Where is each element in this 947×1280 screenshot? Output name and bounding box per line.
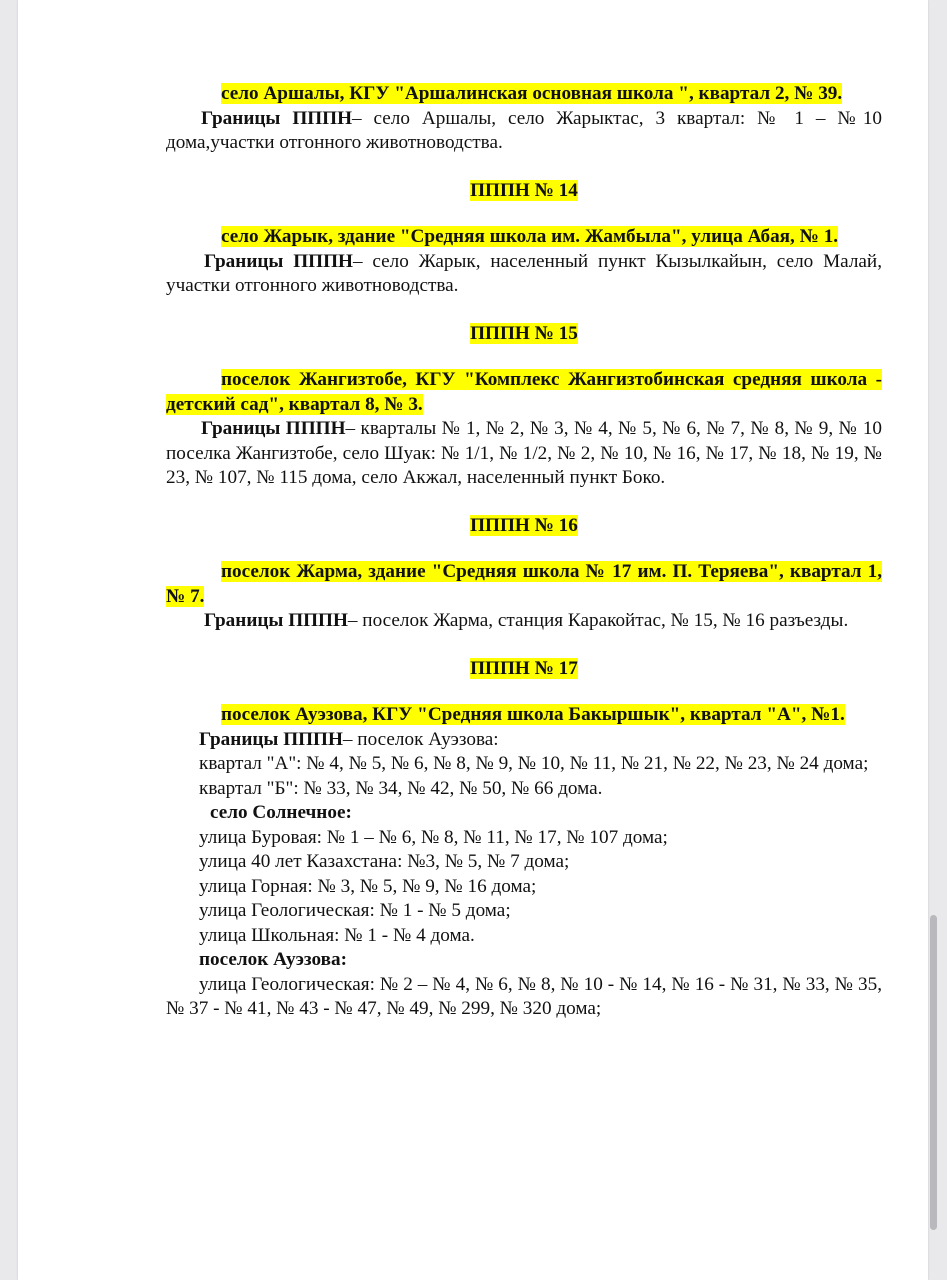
subheading-auezova: поселок Ауэзова: — [199, 949, 347, 970]
section-title-16: ПППН № 16 — [470, 514, 578, 536]
document-content — [166, 82, 882, 1022]
bounds-text: – село Жарык, населенный пункт Кызылкайын, село Малай, участки отгонного животноводства. — [166, 250, 882, 296]
street-gornaya: улица Горная: № 3, № 5, № 9, № 16 дома; — [199, 875, 537, 897]
bounds-s16 — [166, 609, 882, 634]
bounds-label: Границы ПППН — [204, 610, 348, 631]
bounds-text: – поселок Ауэзова: — [342, 728, 499, 750]
address-s13: село Аршалы, КГУ "Аршалинская основная школа ", квартал 2, № 39. — [221, 83, 843, 104]
document-page — [18, 0, 928, 1280]
bounds-label: Границы ПППН — [204, 250, 353, 272]
section-title-17: ПППН № 17 — [470, 657, 578, 679]
address-s16: поселок Жарма, здание "Средняя школа № 17 им. П. Теряева", квартал 1, № 7. — [166, 561, 882, 607]
street-geologicheskaya-auezova: улица Геологическая: № 2 – № 4, № 6, № 8, № 10 - № 14, № 16 - № 31, № 33, № 35, № 37 - № 41, № 43 - № 47, № 49, № 299, № 320 дома; — [166, 973, 882, 1019]
vertical-scrollbar[interactable] — [930, 915, 937, 1230]
subheading-solnechnoe: село Солнечное: — [210, 802, 352, 823]
kvartal-a: квартал "А": № 4, № 5, № 6, № 8, № 9, № 10, № 11, № 21, № 22, № 23, № 24 дома; — [199, 753, 869, 774]
address-s14: село Жарык, здание "Средняя школа им. Жамбыла", улица Абая, № 1. — [221, 226, 839, 247]
bounds-text: – кварталы № 1, № 2, № 3, № 4, № 5, № 6, № 7, № 8, № 9, № 10 поселка Жангизтобе, село Шуак: № 1/1, № 1/2, № 2, № 10, № 16, № 17, № 18, № 19, № 23, № 107, № 115 дома, село Акжал, населенный пункт Боко. — [166, 418, 883, 488]
bounds-text: – село Аршалы, село Жарыктас, 3 квартал: № 1 – №10 дома,участки отгонного животноводства. — [166, 107, 883, 153]
address-s15: поселок Жангизтобе, КГУ "Комплекс Жангизтобинская средняя школа - детский сад", квартал 8, № 3. — [166, 369, 882, 415]
bounds-label: Границы ПППН — [201, 418, 346, 439]
bounds-s14 — [166, 250, 882, 299]
street-geologicheskaya: улица Геологическая: № 1 - № 5 дома; — [199, 900, 511, 921]
street-burovaya: улица Буровая: № 1 – № 6, № 8, № 11, № 17, № 107 дома; — [199, 826, 668, 848]
bounds-text: – поселок Жарма, станция Каракойтас, № 15, № 16 разъезды. — [347, 610, 849, 631]
bounds-s13 — [166, 107, 882, 156]
section-title-15: ПППН № 15 — [470, 322, 578, 344]
bounds-s15 — [166, 417, 882, 491]
address-s17: поселок Ауэзова, КГУ "Средняя школа Бакыршык", квартал "А", №1. — [221, 704, 845, 725]
bounds-s17 — [166, 728, 882, 753]
bounds-label: Границы ПППН — [199, 728, 343, 750]
kvartal-b: квартал "Б": № 33, № 34, № 42, № 50, № 66 дома. — [199, 777, 603, 799]
street-shkolnaya: улица Школьная: № 1 - № 4 дома. — [199, 924, 475, 946]
section-title-14: ПППН № 14 — [470, 179, 578, 201]
bounds-label: Границы ПППН — [201, 107, 353, 129]
street-40-let: улица 40 лет Казахстана: №3, № 5, № 7 дома; — [199, 851, 570, 872]
